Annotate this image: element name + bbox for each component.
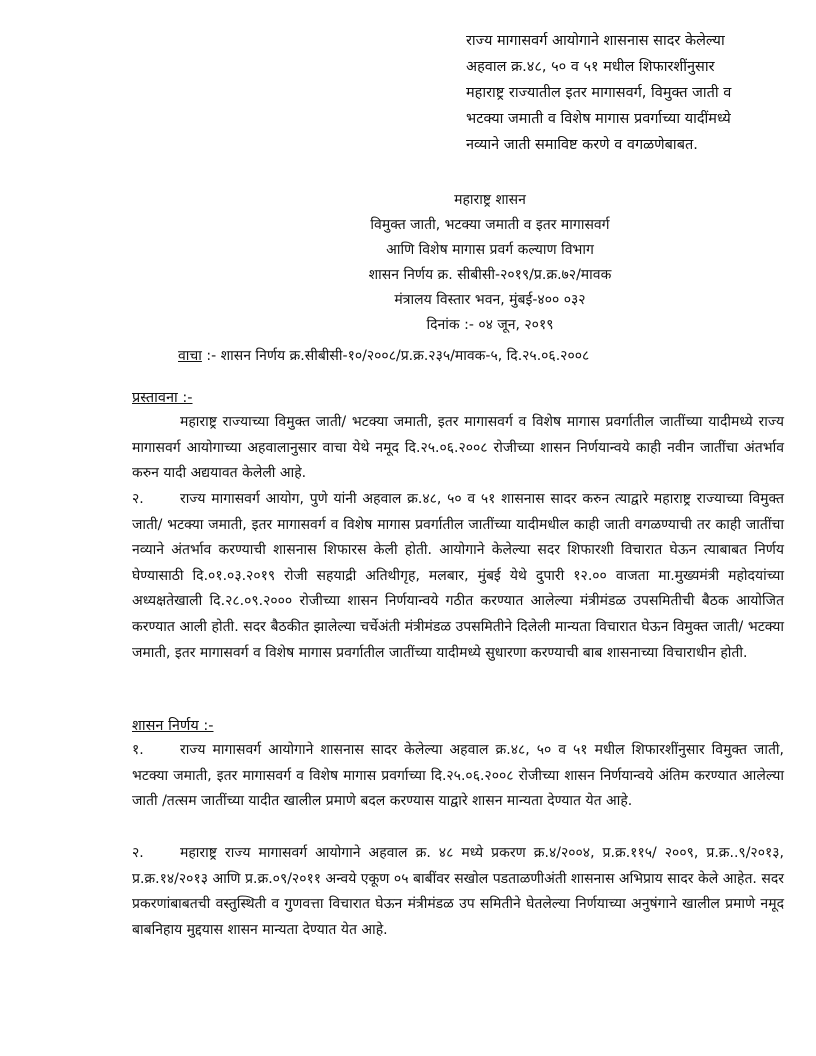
reference-line — [178, 346, 778, 366]
government-header — [300, 188, 680, 338]
reference-label: वाचा — [178, 348, 202, 364]
decision-item-1 — [132, 738, 784, 815]
subject-line: महाराष्ट्र राज्यातील इतर मागासवर्ग, विमुक्त जाती व — [466, 85, 732, 101]
preamble-heading: प्रस्तावना :- — [132, 390, 193, 406]
subject-line: भटक्या जमाती व विशेष मागास प्रवर्गाच्या यादींमध्ये — [466, 111, 731, 127]
gr-number: शासन निर्णय क्र. सीबीसी-२०१९/प्र.क्र.७२/मावक — [368, 267, 612, 283]
subject-line: राज्य मागासवर्ग आयोगाने शासनास सादर केलेल्या — [466, 33, 725, 49]
paragraph-number: २. — [132, 491, 144, 507]
subject-block — [466, 28, 796, 158]
decision-heading: शासन निर्णय :- — [132, 718, 214, 734]
item-number: १. — [132, 742, 144, 758]
decision-item-2 — [132, 841, 784, 943]
item-text: महाराष्ट्र राज्य मागासवर्ग आयोगाने अहवाल क्र. ४८ मध्ये प्रकरण क्र.४/२००४, प्र.क्र.११५/ २००९, प्र.क्र..९/२०१३, प्र.क्र.१४/२०१३ आणि प्र.क्र.०९/२०११ अन्वये एकूण ०५ बाबींवर सखोल पडताळणीअंती शासनास अभिप्राय सादर केले आहेत. सदर प्रकरणांबाबतची वस्तुस्थिती व गुणवत्ता विचारात घेऊन मंत्रीमंडळ उप समितीने घेतलेल्या निर्णयाच्या अनुषंगाने खालील प्रमाणे नमूद बाबनिहाय मुद्दयास शासन मान्यता देण्यात येत आहे. — [132, 845, 784, 938]
subject-line: अहवाल क्र.४८, ५० व ५१ मधील शिफारशींनुसार — [466, 59, 715, 75]
document-date: दिनांक :- ०४ जून, २०१९ — [426, 317, 554, 333]
paragraph-text: महाराष्ट्र राज्याच्या विमुक्त जाती/ भटक्या जमाती, इतर मागासवर्ग व विशेष मागास प्रवर्गातील जातींच्या यादीमध्ये राज्य मागासवर्ग आयोगाच्या अहवालानुसार वाचा येथे नमूद दि.२५.०६.२००८ रोजीच्या शासन निर्णयान्वये काही नवीन जातींचा अंतर्भाव करुन यादी अद्ययावत केलेली आहे. — [132, 414, 784, 482]
paragraph-text: राज्य मागासवर्ग आयोग, पुणे यांनी अहवाल क्र.४८, ५० व ५१ शासनास सादर करुन त्याद्वारे महाराष्ट्र राज्याच्या विमुक्त जाती/ भटक्या जमाती, इतर मागासवर्ग व विशेष मागास प्रवर्गातील जातींच्या यादीमधील काही जाती वगळण्याची तर काही जातींचा नव्याने अंतर्भाव करण्याची शासनास शिफारस केली होती. आयोगाने केलेल्या सदर शिफारशी विचारात घेऊन त्याबाबत निर्णय घेण्यासाठी दि.०१.०३.२०१९ रोजी सहयाद्री अतिथीगृह, मलबार, मुंबई येथे दुपारी १२.०० वाजता मा.मुख्यमंत्री महोदयांच्या अध्यक्षतेखाली दि.२८.०९.२००० रोजीच्या शासन निर्णयान्वये गठीत करण्यात आलेल्या मंत्रीमंडळ उपसमितीची बैठक आयोजित करण्यात आली होती. सदर बैठकीत झालेल्या चर्चेअंती मंत्रीमंडळ उपसमितीने दिलेली मान्यता विचारात घेऊन विमुक्त जाती/ भटक्या जमाती, इतर मागासवर्ग व विशेष मागास प्रवर्गातील जातींच्या यादीमध्ये सुधारणा करण्याची बाब शासनाच्या विचाराधीन होती. — [132, 491, 785, 661]
office-address: मंत्रालय विस्तार भवन, मुंबई-४०० ०३२ — [394, 292, 586, 308]
preamble-paragraph-1 — [132, 410, 784, 487]
item-number: २. — [132, 845, 144, 861]
reference-text: :- शासन निर्णय क्र.सीबीसी-१०/२००८/प्र.क्र.२३५/मावक-५, दि.२५.०६.२००८ — [201, 348, 590, 364]
government-name: महाराष्ट्र शासन — [454, 192, 526, 208]
item-text: राज्य मागासवर्ग आयोगाने शासनास सादर केलेल्या अहवाल क्र.४८, ५० व ५१ मधील शिफारशींनुसार विमुक्त जाती, भटक्या जमाती, इतर मागासवर्ग व विशेष मागास प्रवर्गाच्या दि.२५.०६.२००८ रोजीच्या शासन निर्णयान्वये अंतिम करण्यात आलेल्या जाती /तत्सम जातींच्या यादीत खालील प्रमाणे बदल करण्यास याद्वारे शासन मान्यता देण्यात येत आहे. — [132, 742, 784, 810]
subject-line: नव्याने जाती समाविष्ट करणे व वगळणेबाबत. — [466, 137, 698, 153]
department-line-1: विमुक्त जाती, भटक्या जमाती व इतर मागासवर्ग — [370, 217, 610, 233]
preamble-paragraph-2 — [132, 487, 784, 666]
department-line-2: आणि विशेष मागास प्रवर्ग कल्याण विभाग — [386, 242, 594, 258]
